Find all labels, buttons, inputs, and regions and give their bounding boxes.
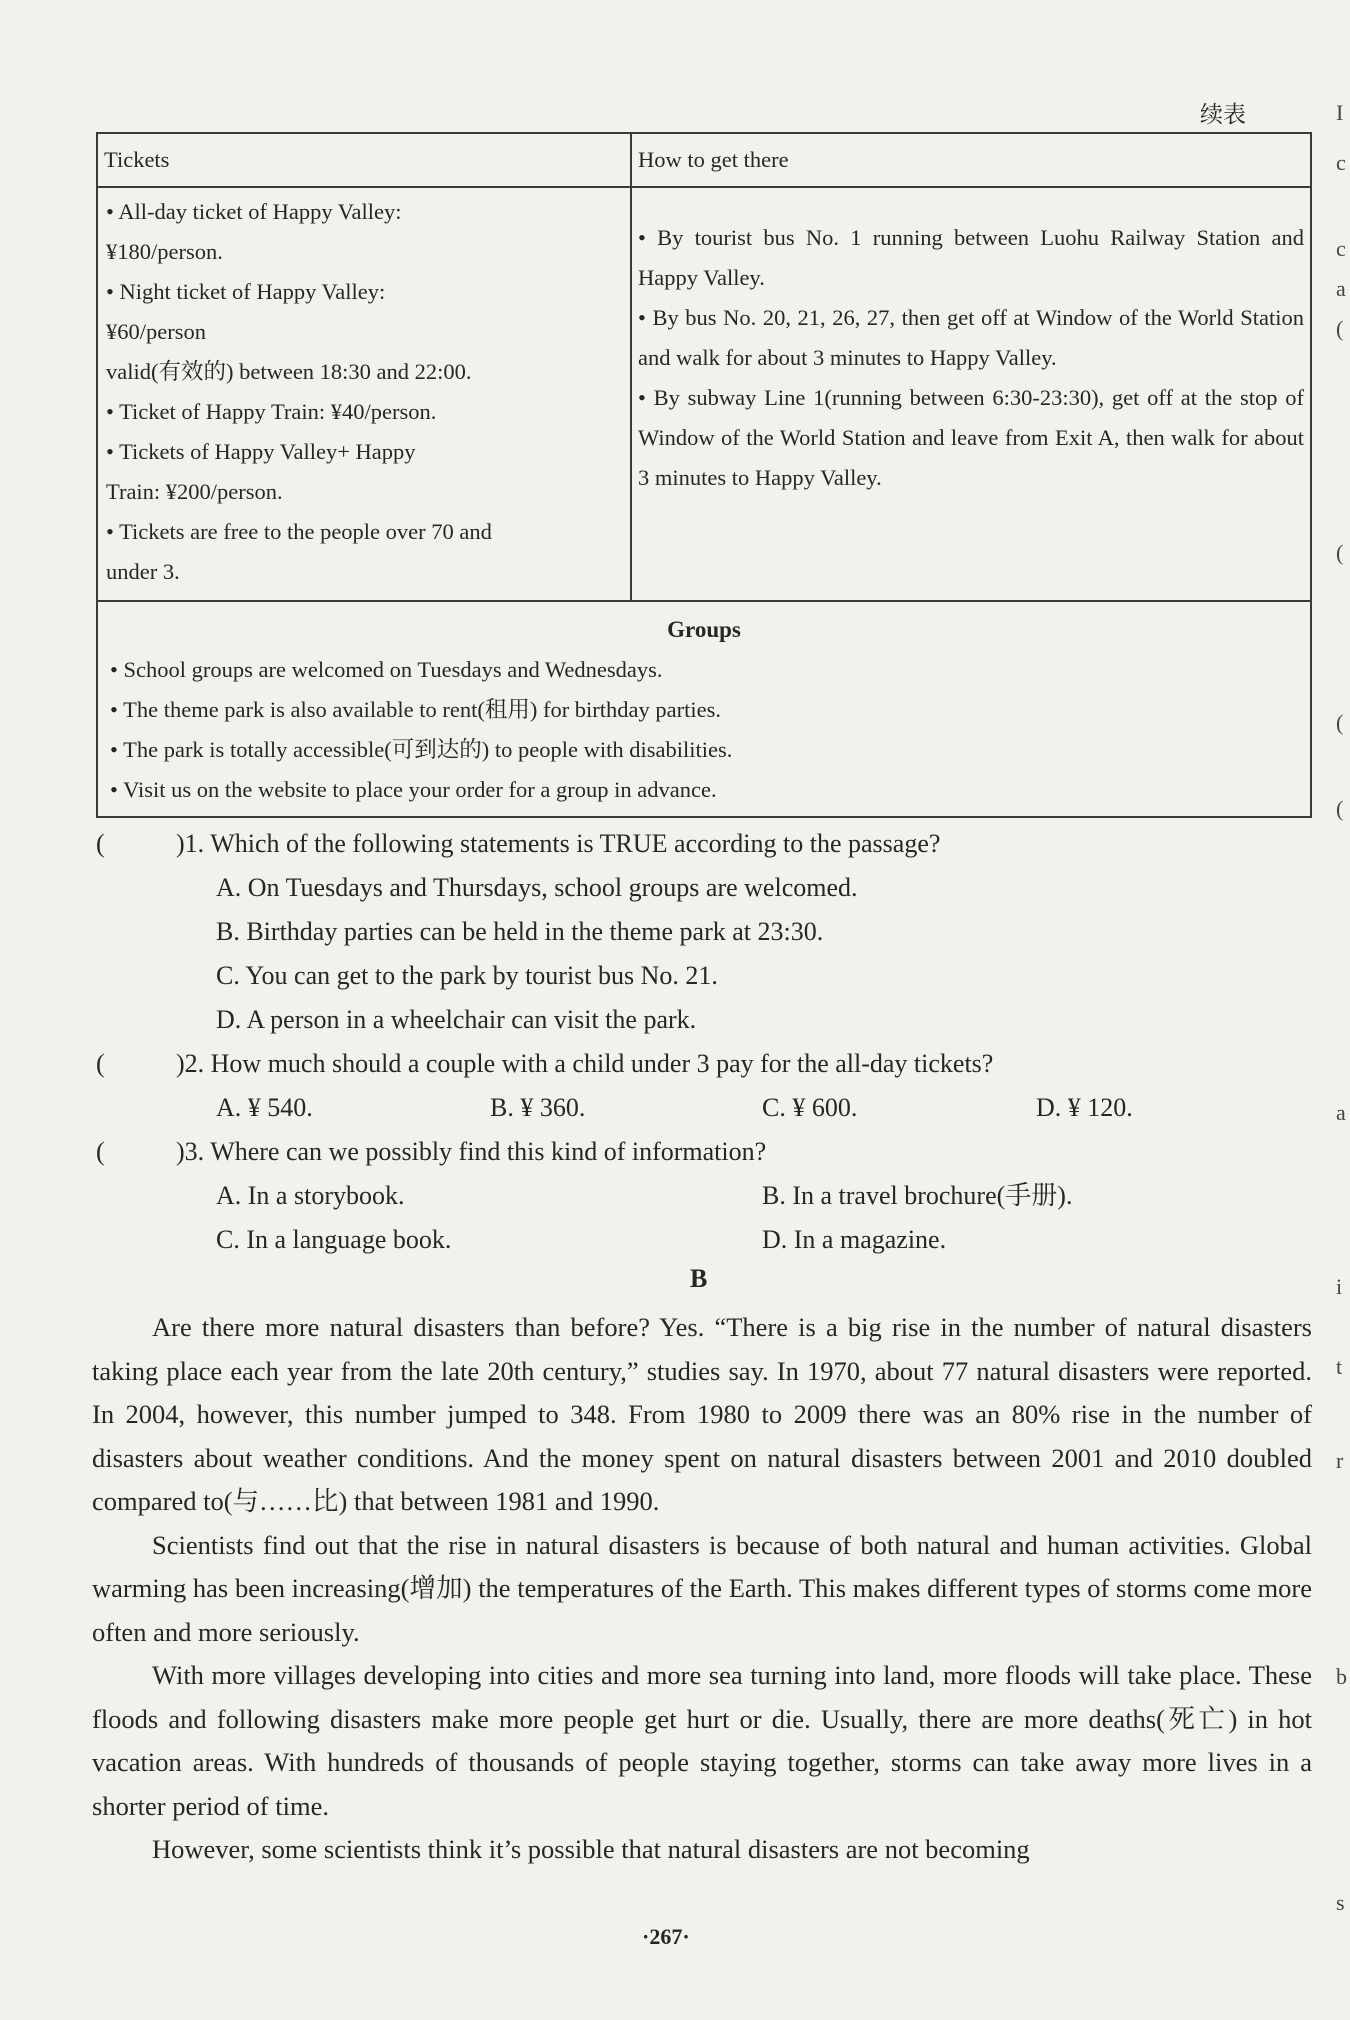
groups-cell (97, 601, 1311, 817)
edge-char: r (1336, 1448, 1344, 1473)
question-3 (96, 1130, 1316, 1174)
option-line (96, 954, 1316, 998)
option: C. ¥ 600. (762, 1093, 858, 1122)
directions-cell (631, 187, 1311, 601)
section-b-title: B (690, 1264, 708, 1293)
ticket-line: Train: ¥200/person. (106, 479, 283, 504)
option-line (96, 998, 1316, 1042)
edge-char: ( (1336, 316, 1344, 341)
edge-char: I (1336, 100, 1344, 125)
passage-paragraph: Are there more natural disasters than before? Yes. “There is a big rise in the number of natural disasters taking place each year from the late 20th century,” studies say. In 1970, about 77 natural disasters were reported. In 2004, however, this number jumped to 348. From 1980 to 2009 there was an 80% rise in the number of disasters about weather conditions. And the money spent on natural disasters between 2001 and 2010 doubled compared to(与……比) that between 1981 and 1990. (92, 1312, 1312, 1516)
directions-header: How to get there (631, 133, 1311, 187)
answer-paren: ( (96, 829, 105, 858)
edge-char: i (1336, 1274, 1343, 1299)
ticket-line: • Tickets of Happy Valley+ Happy (106, 439, 416, 464)
option: B. ¥ 360. (490, 1093, 586, 1122)
ticket-line: valid(有效的) between 18:30 and 22:00. (106, 359, 472, 384)
direction-item: • By bus No. 20, 21, 26, 27, then get off at Window of the World Station and walk for about 3 minutes to Happy Valley. (638, 305, 1304, 370)
passage-paragraph: With more villages developing into cities and more sea turning into land, more floods will take place. These floods and following disasters make more people get hurt or die. Usually, there are more deaths(死亡) in hot vacation areas. With hundreds of thousands of people staying together, storms can take away more lives in a shorter period of time. (92, 1660, 1312, 1821)
groups-item: • Visit us on the website to place your order for a group in advance. (110, 777, 717, 802)
answer-paren: ( (96, 1049, 105, 1078)
tickets-cell (97, 187, 631, 601)
ticket-line: ¥180/person. (106, 239, 223, 264)
ticket-line: • All-day ticket of Happy Valley: (106, 199, 402, 224)
answer-paren: ( (96, 1137, 105, 1166)
ticket-line: • Ticket of Happy Train: ¥40/person. (106, 399, 437, 424)
edge-char: ( (1336, 710, 1344, 735)
question-2 (96, 1042, 1316, 1086)
option-line (96, 910, 1316, 954)
option-line (96, 1086, 1316, 1130)
groups-item: • School groups are welcomed on Tuesdays and Wednesdays. (110, 657, 663, 682)
passage-b (92, 1306, 1312, 1872)
option: C. You can get to the park by tourist bus No. 21. (216, 961, 718, 990)
groups-item: • The park is totally accessible(可到达的) to people with disabilities. (110, 737, 733, 762)
direction-item: • By tourist bus No. 1 running between Luohu Railway Station and Happy Valley. (638, 225, 1304, 290)
passage-paragraph: However, some scientists think it’s possible that natural disasters are not becoming (152, 1834, 1030, 1864)
groups-title: Groups (667, 617, 741, 642)
edge-char: a (1336, 1100, 1346, 1125)
ticket-line: under 3. (106, 559, 180, 584)
page-number: ·267· (642, 1924, 690, 1949)
question-text: )1. Which of the following statements is TRUE according to the passage? (176, 829, 941, 858)
question-text: )2. How much should a couple with a child under 3 pay for the all-day tickets? (176, 1049, 994, 1078)
option: D. A person in a wheelchair can visit the park. (216, 1005, 697, 1034)
edge-char: ( (1336, 796, 1344, 821)
ticket-line: • Night ticket of Happy Valley: (106, 279, 386, 304)
option: A. On Tuesdays and Thursdays, school groups are welcomed. (216, 873, 858, 902)
happy-valley-info-table (96, 132, 1312, 818)
question-1 (96, 822, 1316, 866)
groups-item: • The theme park is also available to rent(租用) for birthday parties. (110, 697, 722, 722)
option: B. Birthday parties can be held in the theme park at 23:30. (216, 917, 824, 946)
edge-char: b (1336, 1664, 1347, 1689)
option: A. In a storybook. (216, 1181, 405, 1210)
option: D. ¥ 120. (1036, 1093, 1133, 1122)
option: C. In a language book. (216, 1225, 452, 1254)
edge-char: s (1336, 1890, 1345, 1915)
edge-char: a (1336, 276, 1346, 301)
option: B. In a travel brochure(手册). (762, 1181, 1073, 1210)
edge-char: c (1336, 150, 1346, 175)
ticket-line: • Tickets are free to the people over 70 and (106, 519, 492, 544)
direction-item: • By subway Line 1(running between 6:30-23:30), get off at the stop of Window of the World Station and leave from Exit A, then walk for about 3 minutes to Happy Valley. (638, 385, 1304, 490)
edge-char: c (1336, 236, 1346, 261)
ticket-line: ¥60/person (106, 319, 206, 344)
option-line (96, 1218, 1316, 1262)
edge-char: ( (1336, 540, 1344, 565)
edge-char: t (1336, 1354, 1343, 1379)
option: D. In a magazine. (762, 1225, 947, 1254)
option-line (96, 866, 1316, 910)
passage-paragraph: Scientists find out that the rise in natural disasters is because of both natural and human activities. Global warming has been increasing(增加) the temperatures of the Earth. This makes different types of storms come more often and more seriously. (92, 1529, 1312, 1647)
option-line (96, 1174, 1316, 1218)
question-text: )3. Where can we possibly find this kind of information? (176, 1137, 767, 1166)
questions-block (96, 822, 1316, 1262)
tickets-header: Tickets (97, 133, 631, 187)
option: A. ¥ 540. (216, 1093, 313, 1122)
continued-table-label: 续表 (1200, 102, 1246, 127)
